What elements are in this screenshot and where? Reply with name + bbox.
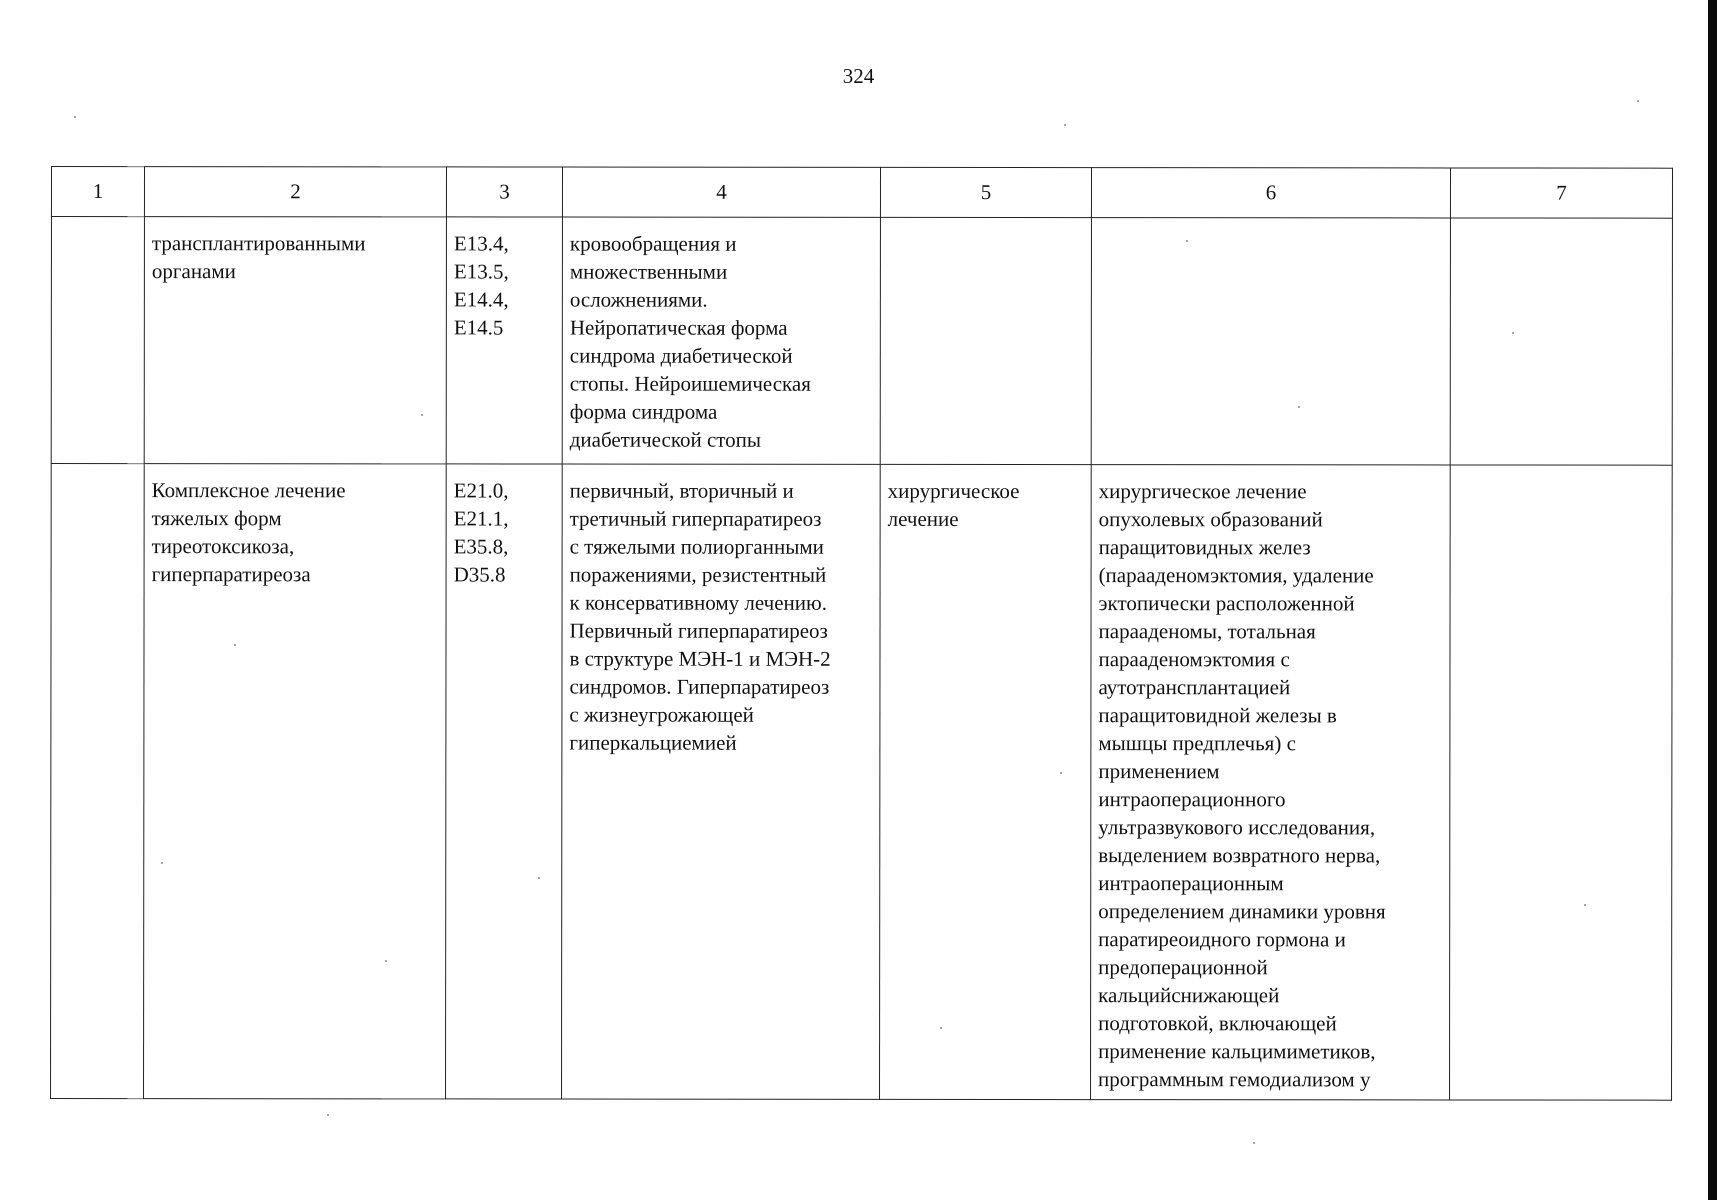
cell-treatment-method: хирургическое лечение опухолевых образований паращитовидных желез (парааденомэктомия, удаление эктопически расположенной парааденомы, тотальная парааденомэктомия с аутотрансплантацией паращитовидной железы в мышцы предплечья) с применением интраоперационного ультразвукового исследования, выделением возвратного нерва, интраоперационным определением динамики уровня паратиреоидного гормона и предоперационной кальцийснижающей подготовкой, включающей применение кальцимиметиков, программным гемодиализом у bbox=[1091, 465, 1451, 1100]
cell-care-profile: трансплантированными органами bbox=[144, 217, 446, 464]
scan-speck bbox=[1512, 332, 1514, 334]
column-header-3: 3 bbox=[446, 167, 562, 217]
scan-speck bbox=[161, 862, 163, 864]
scan-speck bbox=[1637, 100, 1639, 102]
cell-patient-model: первичный, вторичный и третичный гиперпаратиреоз с тяжелыми полиорганными поражениями, резистентный к консервативному лечению. Первичный гиперпаратиреоз в структуре МЭН-1 и МЭН-2 синдромов. Гиперпаратиреоз с жизнеугрожающей гиперкальциемией bbox=[562, 464, 881, 1099]
table-row bbox=[51, 464, 1673, 1101]
scan-speck bbox=[327, 1114, 329, 1116]
page-number: 324 bbox=[842, 64, 875, 88]
scan-speck bbox=[421, 414, 423, 416]
scan-speck bbox=[1298, 406, 1300, 408]
cell-treatment-method bbox=[1091, 218, 1450, 465]
scan-edge bbox=[1708, 0, 1717, 1200]
table-header-row bbox=[51, 167, 1672, 219]
cell-cost bbox=[1450, 218, 1672, 465]
procedures-table bbox=[50, 166, 1673, 1101]
scan-speck bbox=[74, 116, 76, 118]
scan-speck bbox=[940, 1027, 942, 1029]
column-header-2: 2 bbox=[144, 167, 446, 217]
cell-icd-codes: E13.4, E13.5, E14.4, E14.5 bbox=[446, 217, 562, 464]
column-header-1: 1 bbox=[51, 167, 144, 217]
cell-cost bbox=[1450, 465, 1673, 1100]
cell-patient-model: кровообращения и множественными осложнениями. Нейропатическая форма синдрома диабетической стопы. Нейроишемическая форма синдрома диабетической стопы bbox=[562, 217, 880, 464]
column-header-6: 6 bbox=[1091, 168, 1450, 218]
scan-speck bbox=[1186, 240, 1188, 242]
scan-speck bbox=[1060, 772, 1062, 774]
column-header-4: 4 bbox=[562, 167, 880, 217]
scan-speck bbox=[234, 644, 236, 646]
scan-speck bbox=[1253, 1142, 1255, 1144]
scan-speck bbox=[1064, 124, 1066, 126]
scan-speck bbox=[385, 960, 387, 962]
cell-treatment-type: хирургическое лечение bbox=[880, 464, 1092, 1099]
cell-icd-codes: E21.0, E21.1, E35.8, D35.8 bbox=[446, 464, 563, 1099]
cell-treatment-type bbox=[880, 217, 1091, 464]
cell-care-profile: Комплексное лечение тяжелых форм тиреотоксикоза, гиперпаратиреоза bbox=[144, 464, 447, 1099]
table-row bbox=[51, 217, 1672, 466]
column-header-5: 5 bbox=[880, 167, 1091, 217]
cell-number bbox=[51, 217, 144, 464]
scan-speck bbox=[538, 877, 540, 879]
cell-number bbox=[51, 464, 145, 1099]
column-header-7: 7 bbox=[1450, 168, 1672, 218]
scan-speck bbox=[1584, 904, 1586, 906]
